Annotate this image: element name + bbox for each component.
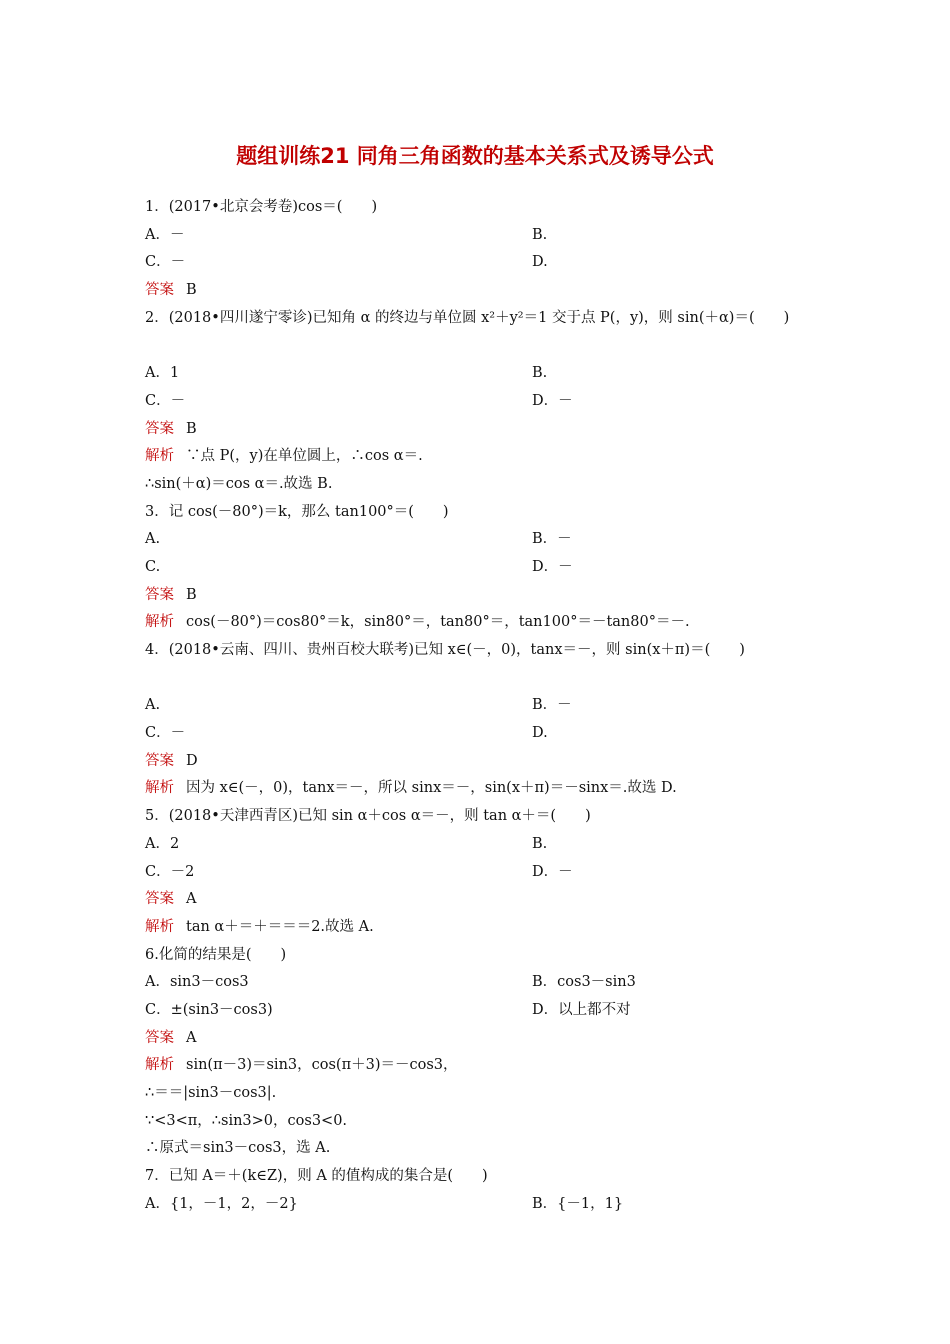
q6-explanation-3: ∵<3<π，∴sin3>0，cos3<0. xyxy=(145,1112,348,1129)
q6-option-d: D．以上都不对 xyxy=(532,1001,631,1018)
q6-options-cd xyxy=(145,997,815,1025)
q3-options-cd xyxy=(145,554,815,582)
q7-options-ab xyxy=(145,1191,815,1219)
q1-options-ab xyxy=(145,222,815,250)
q5-answer xyxy=(145,886,815,914)
q4-answer xyxy=(145,748,815,776)
q1-stem: 1．(2017•北京会考卷)cos＝( ) xyxy=(145,199,378,215)
answer-label: 答案 xyxy=(145,891,174,908)
q4-option-d: D. xyxy=(532,725,548,742)
explanation-label: 解析 xyxy=(145,614,174,631)
q1-answer xyxy=(145,277,815,305)
q6-option-c: C．±(sin3－cos3) xyxy=(145,1001,273,1018)
q4-answer-value: D xyxy=(186,752,198,769)
explanation-label: 解析 xyxy=(145,1057,174,1074)
explanation-label: 解析 xyxy=(145,448,174,465)
explanation-label: 解析 xyxy=(145,918,174,935)
q1-options-cd xyxy=(145,249,815,277)
q3-option-c: C. xyxy=(145,558,161,575)
q4-options-ab xyxy=(145,692,815,720)
q2-answer-value: B xyxy=(186,420,197,437)
q5-explanation xyxy=(145,914,815,942)
q2-option-a: A．1 xyxy=(145,365,180,382)
q7-option-a: A．{1，－1，2，－2} xyxy=(145,1195,298,1212)
q6-explanation-2: ∴＝＝|sin3－cos3|. xyxy=(145,1085,277,1102)
q5-option-b: B. xyxy=(532,835,548,852)
q5-answer-value: A xyxy=(186,891,197,908)
q2-option-c: C．－ xyxy=(145,392,186,409)
q2-option-b: B. xyxy=(532,365,548,382)
q3-option-b: B．－ xyxy=(532,531,572,548)
q3-option-a: A. xyxy=(145,531,161,548)
q3-option-d: D．－ xyxy=(532,558,573,575)
q4-option-c: C．－ xyxy=(145,725,186,742)
q1-option-a: A．－ xyxy=(145,226,185,243)
q3-explanation xyxy=(145,609,815,637)
q2-answer xyxy=(145,416,815,444)
answer-label: 答案 xyxy=(145,586,174,603)
q6-answer xyxy=(145,1025,815,1053)
q4-options-cd xyxy=(145,720,815,748)
q1-option-c: C．－ xyxy=(145,254,186,271)
q6-explanation-1 xyxy=(145,1052,815,1080)
q2-stem: 2．(2018•四川遂宁零诊)已知角 α 的终边与单位圆 x²＋y²＝1 交于点 P(，y)，则 sin(＋α)＝( ) xyxy=(145,309,790,326)
answer-label: 答案 xyxy=(145,282,174,299)
q6-option-b: B．cos3－sin3 xyxy=(532,974,636,991)
page-title: 题组训练21 同角三角函数的基本关系式及诱导公式 xyxy=(236,144,714,168)
q6-option-a: A．sin3－cos3 xyxy=(145,974,249,991)
q7-stem: 7．已知 A＝＋(k∈Z)，则 A 的值构成的集合是( ) xyxy=(145,1168,488,1185)
q6-stem: 6.化简的结果是( ) xyxy=(145,946,287,963)
q4-stem: 4．(2018•云南、四川、贵州百校大联考)已知 x∈(－，0)，tanx＝－，则 sin(x＋π)＝( ) xyxy=(145,642,745,659)
q6-explanation-4: ∴原式＝sin3－cos3，选 A. xyxy=(145,1140,331,1157)
answer-label: 答案 xyxy=(145,420,174,437)
q1-answer-value: B xyxy=(186,282,197,299)
q2-explanation-1 xyxy=(145,443,815,471)
q2-explanation-text-1: ∵点 P(，y)在单位圆上，∴cos α＝. xyxy=(186,448,423,465)
answer-label: 答案 xyxy=(145,752,174,769)
q1-option-b: B. xyxy=(532,226,548,243)
q4-explanation xyxy=(145,775,815,803)
q2-options-ab xyxy=(145,360,815,388)
q3-explanation-text: cos(－80°)＝cos80°＝k，sin80°＝，tan80°＝，tan100°＝－tan80°＝－. xyxy=(186,614,690,631)
q5-option-d: D．－ xyxy=(532,863,573,880)
q4-explanation-text: 因为 x∈(－，0)，tanx＝－，所以 sinx＝－，sin(x＋π)＝－sinx＝.故选 D. xyxy=(186,780,677,797)
q2-option-d: D．－ xyxy=(532,392,573,409)
exercise-body xyxy=(145,194,815,1218)
q5-options-cd xyxy=(145,859,815,887)
q6-explanation-text-1: sin(π－3)＝sin3，cos(π＋3)＝－cos3， xyxy=(186,1057,458,1074)
q2-options-cd xyxy=(145,388,815,416)
q5-options-ab xyxy=(145,831,815,859)
q2-explanation-2: ∴sin(＋α)＝cos α＝.故选 B. xyxy=(145,475,333,492)
q3-answer-value: B xyxy=(186,586,197,603)
q5-stem: 5．(2018•天津西青区)已知 sin α＋cos α＝－，则 tan α＋＝( ) xyxy=(145,808,591,825)
answer-label: 答案 xyxy=(145,1029,174,1046)
explanation-label: 解析 xyxy=(145,780,174,797)
q5-explanation-text: tan α＋＝＋＝＝＝2.故选 A. xyxy=(186,918,374,935)
q3-answer xyxy=(145,582,815,610)
q1-option-d: D. xyxy=(532,254,548,271)
q6-options-ab xyxy=(145,969,815,997)
q3-options-ab xyxy=(145,526,815,554)
q6-answer-value: A xyxy=(186,1029,197,1046)
q5-option-a: A．2 xyxy=(145,835,180,852)
q5-option-c: C．－2 xyxy=(145,863,195,880)
q4-option-b: B．－ xyxy=(532,697,572,714)
q4-option-a: A. xyxy=(145,697,161,714)
q3-stem: 3．记 cos(－80°)＝k，那么 tan100°＝( ) xyxy=(145,503,449,520)
q7-option-b: B．{－1，1} xyxy=(532,1195,624,1212)
